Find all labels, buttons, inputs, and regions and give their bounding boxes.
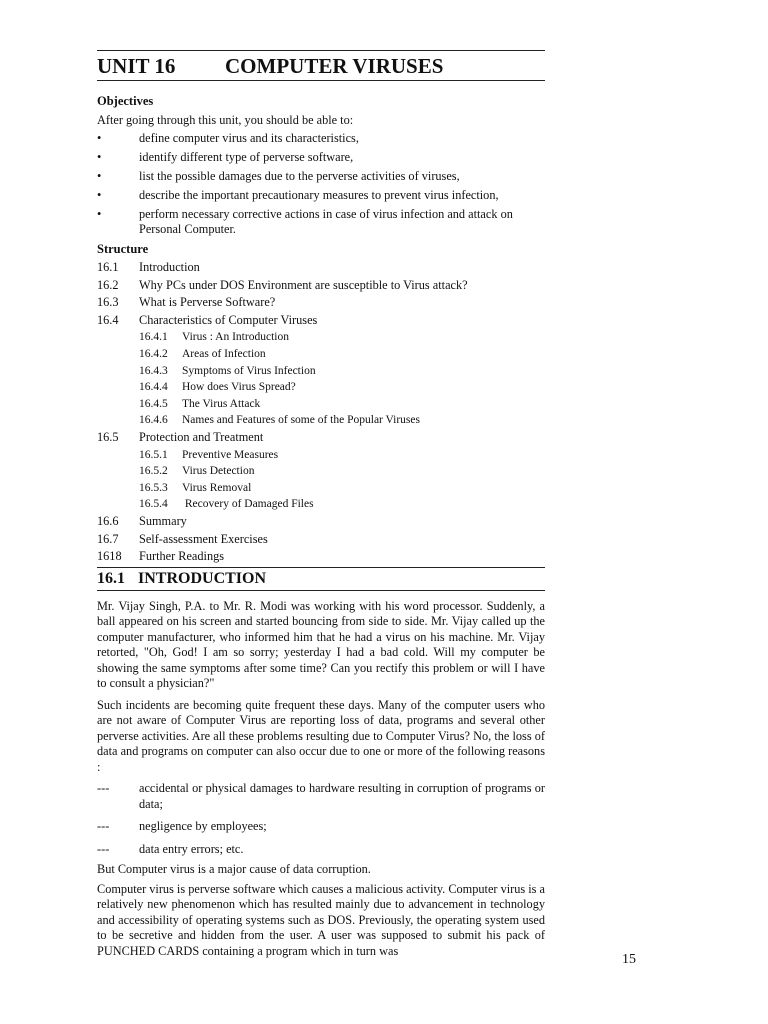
section-number: 16.1 xyxy=(97,569,125,587)
bullet-icon: • xyxy=(97,130,102,145)
objectives-heading: Objectives xyxy=(97,94,154,108)
objectives-list xyxy=(97,131,545,238)
toc-row: 16.2 Why PCs under DOS Environment are susceptible to Virus attack? xyxy=(97,277,468,292)
intro-paragraph-3: But Computer virus is a major cause of data corruption. xyxy=(97,862,371,877)
unit-title xyxy=(97,51,545,80)
page-content xyxy=(97,50,545,959)
objectives-intro: After going through this unit, you should be able to: xyxy=(97,113,354,127)
toc-row: 16.4 Characteristics of Computer Viruses xyxy=(97,312,318,327)
list-item: • define computer virus and its characteristics, xyxy=(97,130,359,145)
bullet-icon: • xyxy=(97,149,102,164)
structure-toc xyxy=(97,259,545,566)
toc-subrow: 16.4.3 Symptoms of Virus Infection xyxy=(139,364,316,377)
toc-subrow: 16.5.2 Virus Detection xyxy=(139,465,255,478)
list-item: --- data entry errors; etc. xyxy=(97,841,244,856)
structure-heading: Structure xyxy=(97,242,149,256)
toc-subrow: 16.4.4 How does Virus Spread? xyxy=(139,381,296,394)
dash-marker: --- xyxy=(97,841,110,856)
bullet-icon: • xyxy=(97,187,102,202)
list-item: • identify different type of perverse software, xyxy=(97,149,354,164)
bullet-icon: • xyxy=(97,206,102,221)
title-rule xyxy=(97,80,545,81)
list-item: --- accidental or physical damages to hardware resulting in corruption of programs or data; xyxy=(97,781,545,811)
toc-subrow: 16.5.1 Preventive Measures xyxy=(139,448,279,461)
intro-paragraph-1: Mr. Vijay Singh, P.A. to Mr. R. Modi was working with his word processor. Suddenly, a ball appeared on his screen and started bouncing from side to side. Mr. Vijay called up the computer manufacturer, who informed him that he had a virus on his machine. Mr. Vijay retorted, "Oh, God! I am so sorry; yesterday I had a bad cold. Will my computer be showing the same symptoms after some time? Can you rectify this problem or will I have to consult a physician?" xyxy=(97,598,545,691)
toc-subrow: 16.4.2 Areas of Infection xyxy=(139,347,266,360)
unit-number: UNIT 16 xyxy=(97,54,176,78)
toc-subrow: 16.4.6 Names and Features of some of the Popular Viruses xyxy=(139,414,420,427)
intro-paragraph-4: Computer virus is perverse software which causes a malicious activity. Computer virus is a relatively new phenomenon which has resulted mainly due to advancement in technology and accessibility of operating systems such as DOS. Previously, the operating system used to be secretive and hidden from the user. A user was supposed to submit his pack of PUNCHED CARDS containing a program which in turn was xyxy=(97,881,545,958)
section-heading-introduction xyxy=(97,567,545,591)
toc-subrow: 16.5.4 Recovery of Damaged Files xyxy=(139,498,314,511)
toc-row: 16.6 Summary xyxy=(97,513,187,528)
toc-row: 16.5 Protection and Treatment xyxy=(97,429,264,444)
page-number: 15 xyxy=(622,952,636,967)
list-item: --- negligence by employees; xyxy=(97,819,267,834)
unit-name: COMPUTER VIRUSES xyxy=(225,54,444,78)
toc-row: 1618 Further Readings xyxy=(97,549,225,564)
list-item: • perform necessary corrective actions in case of virus infection and attack on Personal Computer. xyxy=(97,206,513,236)
toc-row: 16.1 Introduction xyxy=(97,260,200,274)
dash-marker: --- xyxy=(97,781,110,796)
toc-row: 16.3 What is Perverse Software? xyxy=(97,295,276,310)
reasons-list xyxy=(97,781,545,857)
section-title: INTRODUCTION xyxy=(138,569,267,587)
list-item: • describe the important precautionary measures to prevent virus infection, xyxy=(97,187,499,202)
toc-subrow: 16.5.3 Virus Removal xyxy=(139,481,252,494)
toc-subrow: 16.4.1 Virus : An Introduction xyxy=(139,331,289,344)
toc-row: 16.7 Self-assessment Exercises xyxy=(97,531,268,546)
dash-marker: --- xyxy=(97,819,110,834)
list-item: • list the possible damages due to the perverse activities of viruses, xyxy=(97,168,460,183)
intro-paragraph-2: Such incidents are becoming quite frequent these days. Many of the computer users who are not aware of Computer Virus are reporting loss of data, programs and several other perverse activities. Are all these problems resulting due to Computer Virus? No, the loss of data and programs on computer can also occur due to one or more of the following reasons : xyxy=(97,697,545,774)
toc-subrow: 16.4.5 The Virus Attack xyxy=(139,397,261,410)
bullet-icon: • xyxy=(97,168,102,183)
